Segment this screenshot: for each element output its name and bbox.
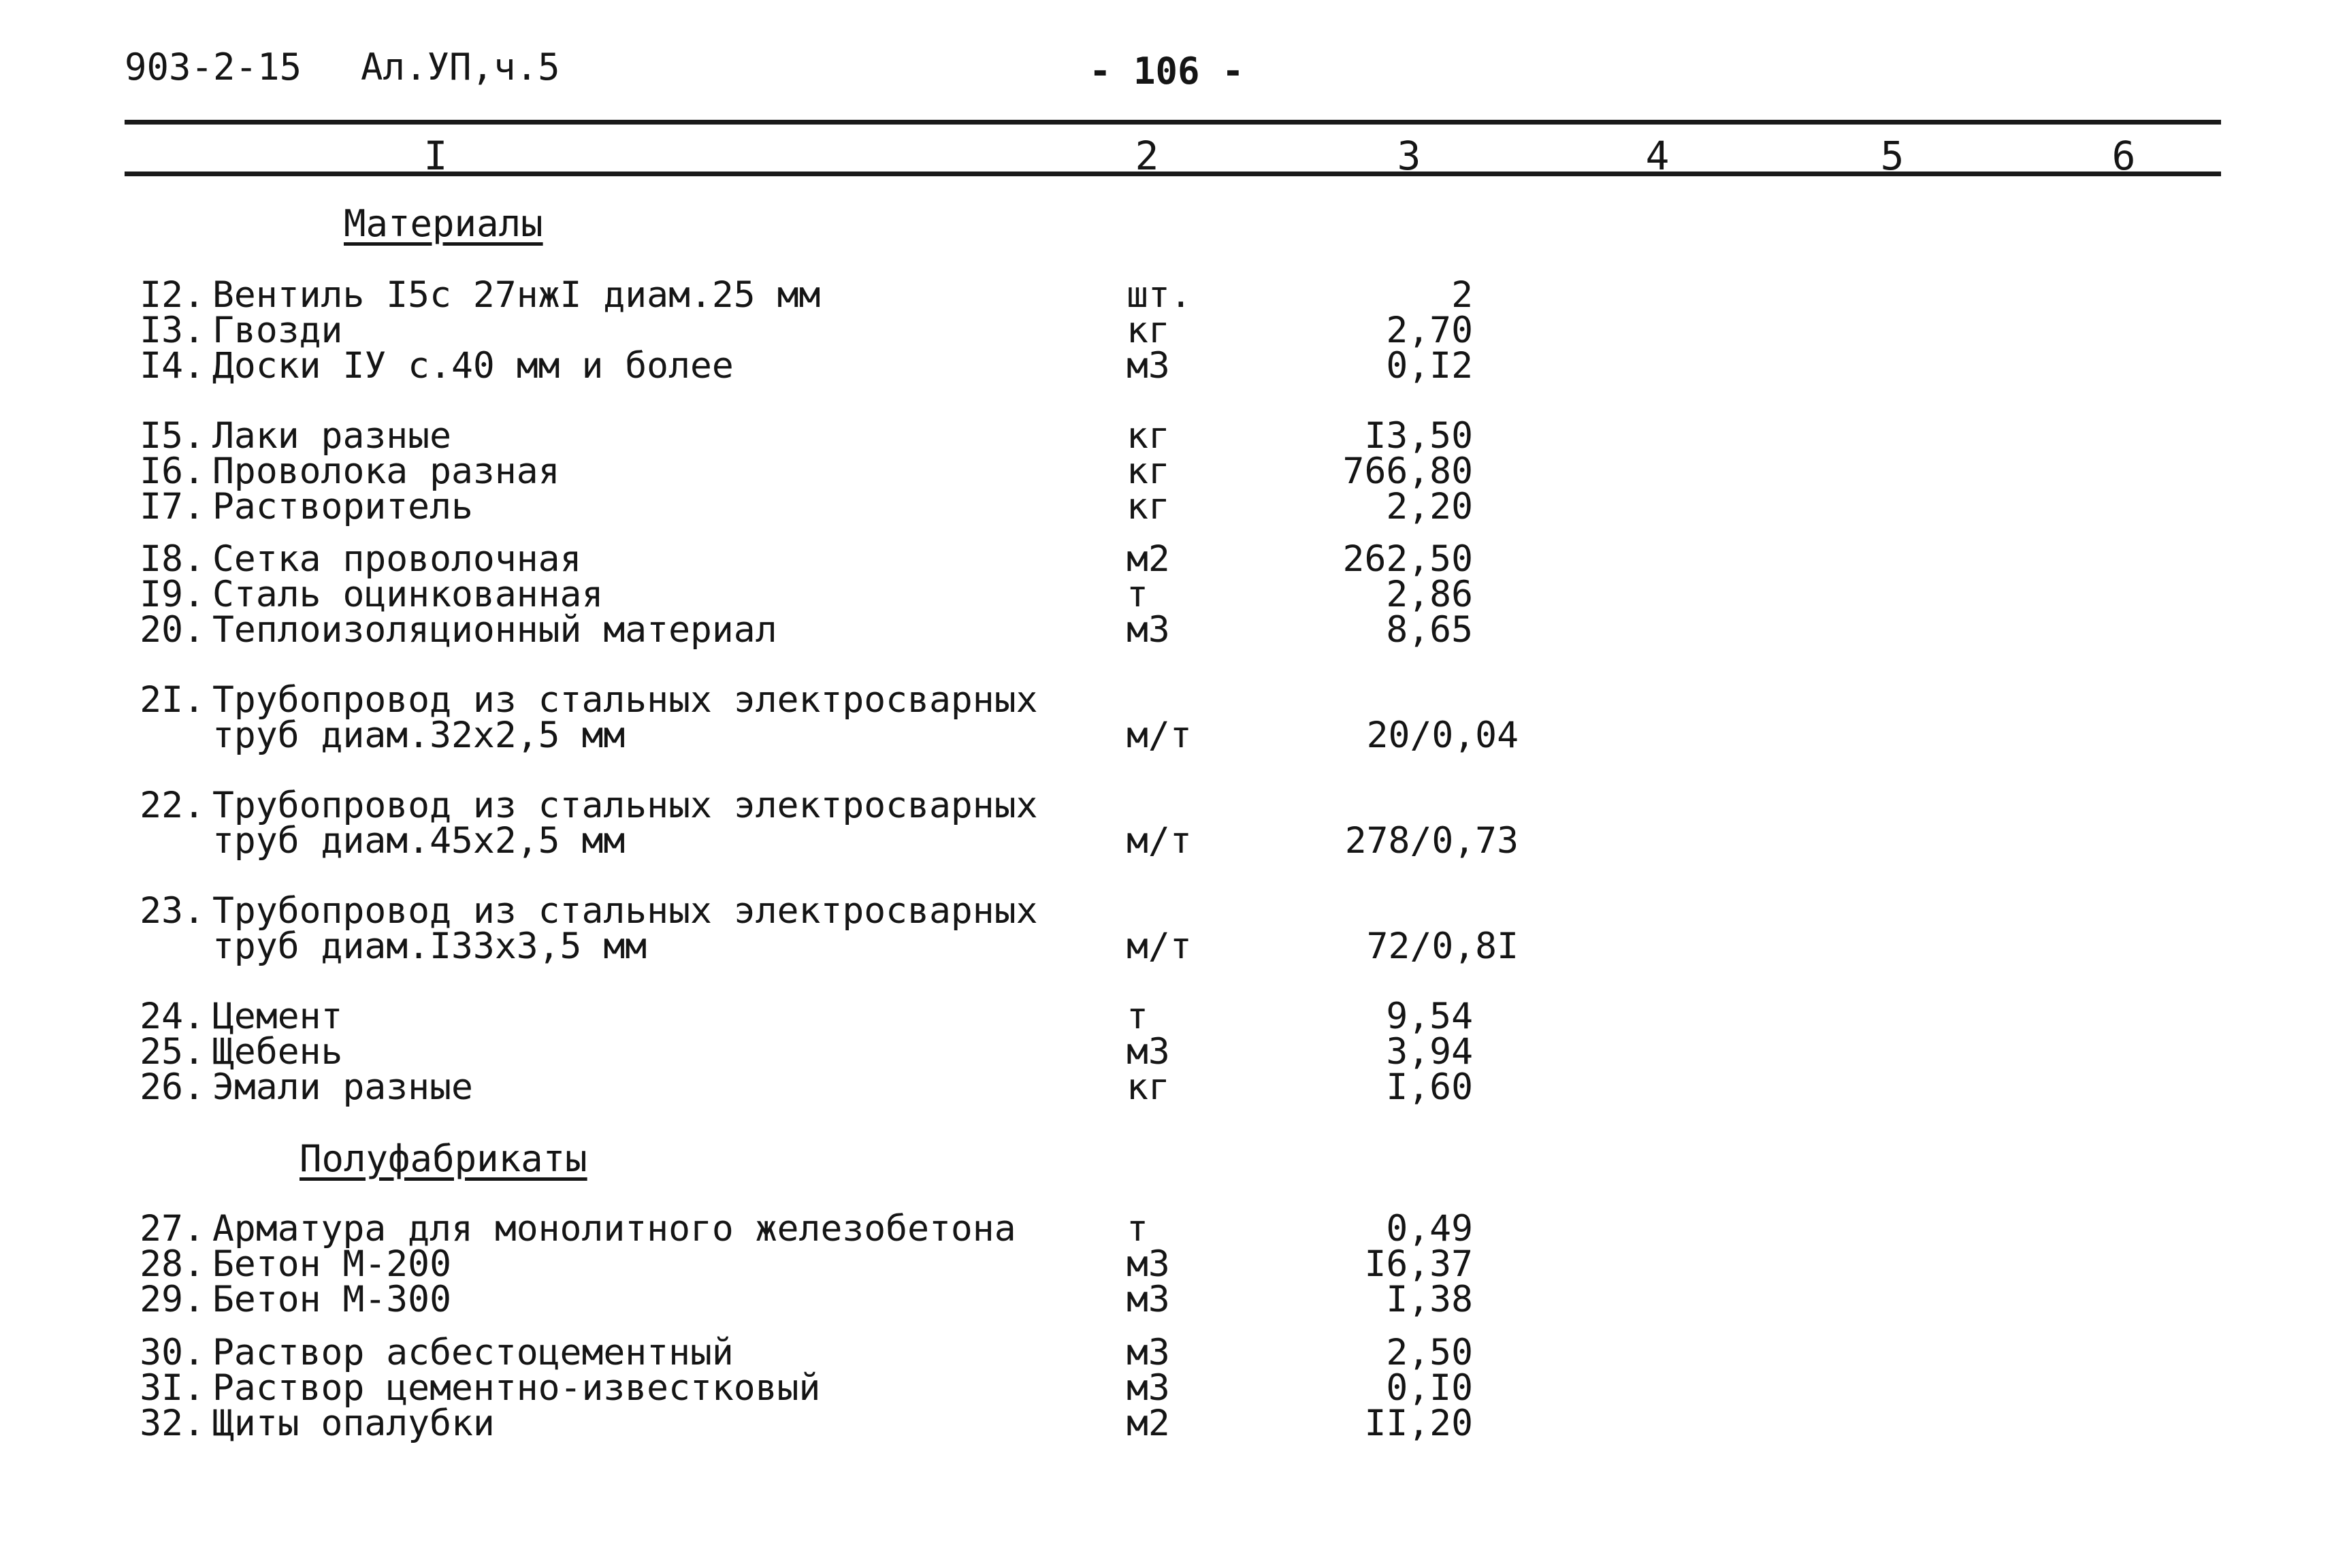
- row-quantity: II,20: [1364, 1403, 1473, 1444]
- row-quantity: 262,50: [1342, 538, 1473, 580]
- row-name: Бетон М-300: [212, 1279, 451, 1320]
- row-quantity: 20/0,04: [1366, 715, 1519, 756]
- row-unit: м/т: [1127, 820, 1192, 862]
- row-number: I5.: [140, 415, 205, 457]
- row-quantity: 2,86: [1386, 574, 1473, 615]
- column-header-5: 5: [1880, 133, 1905, 179]
- table-row: [0, 679, 2332, 721]
- table-row-values: [0, 926, 2332, 967]
- row-unit: м2: [1127, 538, 1170, 580]
- table-row: [0, 1279, 2332, 1320]
- page-number: - 106 -: [1089, 50, 1244, 93]
- row-number: 3I.: [140, 1367, 205, 1409]
- table-row: [0, 451, 2332, 492]
- row-name: Раствор цементно-известковый: [212, 1367, 821, 1409]
- column-header-2: 2: [1135, 133, 1159, 179]
- row-name: Цемент: [212, 996, 343, 1037]
- row-name: Трубопровод из стальных электросварных: [212, 785, 1038, 826]
- row-name: Гвозди: [212, 310, 343, 351]
- row-unit: м3: [1127, 1279, 1170, 1320]
- row-quantity: 72/0,8I: [1366, 926, 1519, 967]
- table-row: [0, 609, 2332, 651]
- column-header-1: I: [423, 133, 448, 179]
- row-name: Сетка проволочная: [212, 538, 582, 580]
- row-name: Трубопровод из стальных электросварных: [212, 679, 1038, 721]
- table-row: [0, 574, 2332, 615]
- row-number: I4.: [140, 345, 205, 387]
- row-number: 30.: [140, 1332, 205, 1373]
- document-code: 903-2-15: [125, 46, 302, 88]
- row-unit: кг: [1127, 486, 1170, 527]
- row-quantity: 9,54: [1386, 996, 1473, 1037]
- row-unit: кг: [1127, 310, 1170, 351]
- table-row: [0, 345, 2332, 387]
- row-number: 32.: [140, 1403, 205, 1444]
- row-number: 24.: [140, 996, 205, 1037]
- row-name-continuation: труб диам.32х2,5 мм: [212, 715, 626, 756]
- table-row: [0, 1367, 2332, 1409]
- table-row: [0, 1208, 2332, 1250]
- row-unit: м/т: [1127, 715, 1192, 756]
- row-number: 25.: [140, 1031, 205, 1073]
- table-row: [0, 996, 2332, 1037]
- section-heading-materials: Материалы: [344, 202, 543, 245]
- row-name: Бетон М-200: [212, 1243, 451, 1285]
- row-unit: м3: [1127, 1367, 1170, 1409]
- row-name: Вентиль I5с 27нжI диам.25 мм: [212, 274, 821, 316]
- row-quantity: I3,50: [1364, 415, 1473, 457]
- row-unit: м3: [1127, 609, 1170, 651]
- row-number: 2I.: [140, 679, 205, 721]
- row-number: 23.: [140, 890, 205, 932]
- row-unit: кг: [1127, 415, 1170, 457]
- album-reference: Ал.УП,ч.5: [361, 46, 560, 88]
- table-row-values: [0, 820, 2332, 862]
- row-unit: т: [1127, 996, 1148, 1037]
- row-quantity: 0,I0: [1386, 1367, 1473, 1409]
- row-quantity: 3,94: [1386, 1031, 1473, 1073]
- row-number: I3.: [140, 310, 205, 351]
- row-name: Сталь оцинкованная: [212, 574, 604, 615]
- table-row: [0, 1403, 2332, 1444]
- row-quantity: 2: [1451, 274, 1473, 316]
- row-unit: м2: [1127, 1403, 1170, 1444]
- row-name: Лаки разные: [212, 415, 451, 457]
- row-quantity: 0,49: [1386, 1208, 1473, 1250]
- column-header-3: 3: [1397, 133, 1421, 179]
- row-name: Трубопровод из стальных электросварных: [212, 890, 1038, 932]
- row-number: I7.: [140, 486, 205, 527]
- row-name: Проволока разная: [212, 451, 560, 492]
- row-unit: кг: [1127, 451, 1170, 492]
- row-number: I8.: [140, 538, 205, 580]
- row-unit: м3: [1127, 1243, 1170, 1285]
- row-number: 28.: [140, 1243, 205, 1285]
- column-header-6: 6: [2111, 133, 2136, 179]
- row-quantity: 278/0,73: [1344, 820, 1519, 862]
- row-quantity: 766,80: [1342, 451, 1473, 492]
- row-quantity: 0,I2: [1386, 345, 1473, 387]
- row-number: 20.: [140, 609, 205, 651]
- row-unit: кг: [1127, 1066, 1170, 1108]
- row-unit: т: [1127, 1208, 1148, 1250]
- column-header-4: 4: [1645, 133, 1670, 179]
- row-quantity: I,60: [1386, 1066, 1473, 1108]
- row-unit: шт.: [1127, 274, 1192, 316]
- table-row: [0, 1243, 2332, 1285]
- row-number: 29.: [140, 1279, 205, 1320]
- table-row: [0, 1031, 2332, 1073]
- row-quantity: I6,37: [1364, 1243, 1473, 1285]
- row-name: Щиты опалубки: [212, 1403, 495, 1444]
- row-unit: м3: [1127, 345, 1170, 387]
- table-row: [0, 486, 2332, 527]
- row-name-continuation: труб диам.45х2,5 мм: [212, 820, 626, 862]
- row-quantity: 2,70: [1386, 310, 1473, 351]
- row-name: Теплоизоляционный материал: [212, 609, 777, 651]
- table-row: [0, 785, 2332, 826]
- row-name: Щебень: [212, 1031, 343, 1073]
- row-unit: м/т: [1127, 926, 1192, 967]
- table-row: [0, 890, 2332, 932]
- row-name: Доски IУ с.40 мм и более: [212, 345, 734, 387]
- row-unit: м3: [1127, 1031, 1170, 1073]
- row-name: Арматура для монолитного железобетона: [212, 1208, 1016, 1250]
- row-quantity: I,38: [1386, 1279, 1473, 1320]
- row-number: I9.: [140, 574, 205, 615]
- table-row: [0, 310, 2332, 351]
- row-name: Растворитель: [212, 486, 473, 527]
- table-row: [0, 1066, 2332, 1108]
- row-unit: м3: [1127, 1332, 1170, 1373]
- row-number: I2.: [140, 274, 205, 316]
- table-row-values: [0, 715, 2332, 756]
- table-row: [0, 274, 2332, 316]
- row-name: Эмали разные: [212, 1066, 473, 1108]
- row-quantity: 2,20: [1386, 486, 1473, 527]
- table-row: [0, 415, 2332, 457]
- row-unit: т: [1127, 574, 1148, 615]
- table-row: [0, 538, 2332, 580]
- row-number: I6.: [140, 451, 205, 492]
- row-name-continuation: труб диам.I33х3,5 мм: [212, 926, 647, 967]
- row-quantity: 2,50: [1386, 1332, 1473, 1373]
- section-heading-semi-finished: Полуфабрикаты: [299, 1137, 587, 1180]
- table-row: [0, 1332, 2332, 1373]
- row-number: 26.: [140, 1066, 205, 1108]
- table-top-rule: [125, 120, 2221, 125]
- row-quantity: 8,65: [1386, 609, 1473, 651]
- row-name: Раствор асбестоцементный: [212, 1332, 734, 1373]
- row-number: 27.: [140, 1208, 205, 1250]
- row-number: 22.: [140, 785, 205, 826]
